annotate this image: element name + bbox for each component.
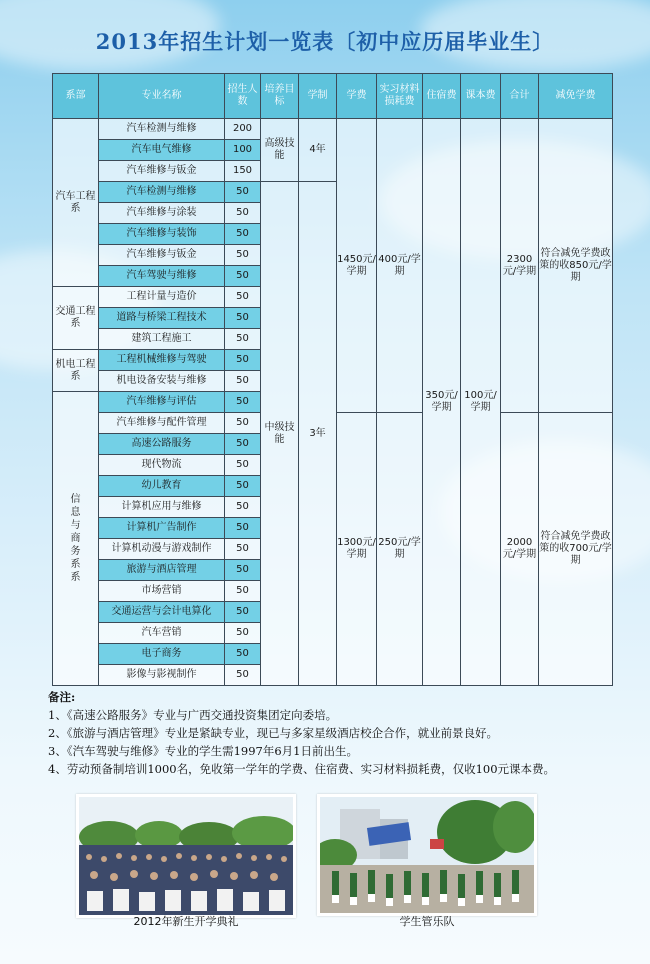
count-cell: 50 [225,518,261,539]
count-cell: 50 [225,581,261,602]
count-cell: 50 [225,413,261,434]
count-cell: 200 [225,119,261,140]
goal-cell: 中级技能 [261,182,299,686]
header-books: 课本费 [461,74,501,119]
header-reduction: 减免学费 [539,74,613,119]
lodging-cell: 350元/学期 [423,119,461,686]
reduction-cell: 符合减免学费政策的收850元/学期 [539,119,613,413]
count-cell: 50 [225,434,261,455]
major-cell: 现代物流 [99,455,225,476]
count-cell: 50 [225,350,261,371]
photo-opening-ceremony [76,794,296,918]
photo-caption: 2012年新生开学典礼 [133,915,239,928]
page-title [0,26,650,56]
major-cell: 汽车营销 [99,623,225,644]
count-cell: 50 [225,623,261,644]
count-cell: 50 [225,224,261,245]
major-cell: 汽车检测与维修 [99,182,225,203]
count-cell: 50 [225,665,261,686]
count-cell: 50 [225,266,261,287]
major-cell: 汽车驾驶与维修 [99,266,225,287]
count-cell: 50 [225,203,261,224]
title-main: 2013年招生计划一览表 [95,29,335,54]
count-cell: 50 [225,476,261,497]
major-cell: 汽车维修与评估 [99,392,225,413]
reduction-cell: 符合减免学费政策的收700元/学期 [539,413,613,686]
major-cell: 汽车电气维修 [99,140,225,161]
books-cell: 100元/学期 [461,119,501,686]
tuition-cell: 1300元/学期 [337,413,377,686]
major-cell: 汽车维修与钣金 [99,245,225,266]
header-tuition: 学费 [337,74,377,119]
header-count: 招生人数 [225,74,261,119]
department-cell [53,392,99,686]
department-cell: 交通工程系 [53,287,99,350]
notes-section [48,688,618,778]
department-cell: 机电工程系 [53,350,99,392]
enrollment-table [52,73,613,686]
major-cell: 道路与桥梁工程技术 [99,308,225,329]
tuition-cell: 1450元/学期 [337,119,377,413]
material-cell: 250元/学期 [377,413,423,686]
major-cell: 市场营销 [99,581,225,602]
major-cell: 影像与影视制作 [99,665,225,686]
note-item: 2、《旅游与酒店管理》专业是紧缺专业，现已与多家星级酒店校企合作，就业前景良好。 [48,726,499,740]
count-cell: 50 [225,497,261,518]
title-bracket: 〔初中应历届毕业生〕 [334,29,555,54]
count-cell: 50 [225,602,261,623]
header-major: 专业名称 [99,74,225,119]
count-cell: 50 [225,539,261,560]
count-cell: 50 [225,329,261,350]
major-cell: 汽车维修与涂装 [99,203,225,224]
major-cell: 建筑工程施工 [99,329,225,350]
major-cell: 幼儿教育 [99,476,225,497]
major-cell: 旅游与酒店管理 [99,560,225,581]
note-item: 4、劳动预备制培训1000名，免收第一学年的学费、住宿费、实习材料损耗费，仅收100元课本费。 [48,762,556,776]
major-cell: 计算机动漫与游戏制作 [99,539,225,560]
major-cell: 交通运营与会计电算化 [99,602,225,623]
major-cell: 电子商务 [99,644,225,665]
major-cell: 工程机械维修与驾驶 [99,350,225,371]
major-cell: 工程计量与造价 [99,287,225,308]
major-cell: 计算机广告制作 [99,518,225,539]
years-cell: 3年 [299,182,337,686]
goal-cell: 高级技能 [261,119,299,182]
header-material: 实习材料损耗费 [377,74,423,119]
material-cell: 400元/学期 [377,119,423,413]
count-cell: 50 [225,392,261,413]
count-cell: 50 [225,182,261,203]
table-header-row [53,74,613,119]
photo-caption: 学生管乐队 [399,915,455,928]
table-row [53,119,613,140]
department-info-label: 信息与商务系系 [70,494,81,583]
header-goal: 培养目标 [261,74,299,119]
header-years: 学制 [299,74,337,119]
count-cell: 50 [225,308,261,329]
header-total: 合计 [501,74,539,119]
total-cell: 2000元/学期 [501,413,539,686]
count-cell: 50 [225,371,261,392]
photo-student-band [317,794,537,916]
major-cell: 汽车维修与配件管理 [99,413,225,434]
count-cell: 50 [225,287,261,308]
note-item: 3、《汽车驾驶与维修》专业的学生需1997年6月1日前出生。 [48,744,358,758]
major-cell: 汽车维修与钣金 [99,161,225,182]
band-image [320,797,534,913]
years-cell: 4年 [299,119,337,182]
header-department: 系部 [53,74,99,119]
notes-heading: 备注: [48,690,76,704]
department-cell: 汽车工程系 [53,119,99,287]
major-cell: 计算机应用与维修 [99,497,225,518]
count-cell: 50 [225,644,261,665]
count-cell: 100 [225,140,261,161]
note-item: 1、《高速公路服务》专业与广西交通投资集团定向委培。 [48,708,338,722]
header-lodging: 住宿费 [423,74,461,119]
major-cell: 高速公路服务 [99,434,225,455]
major-cell: 机电设备安装与维修 [99,371,225,392]
ceremony-image [79,797,293,915]
major-cell: 汽车维修与装饰 [99,224,225,245]
count-cell: 150 [225,161,261,182]
count-cell: 50 [225,245,261,266]
count-cell: 50 [225,455,261,476]
total-cell: 2300元/学期 [501,119,539,413]
major-cell: 汽车检测与维修 [99,119,225,140]
count-cell: 50 [225,560,261,581]
